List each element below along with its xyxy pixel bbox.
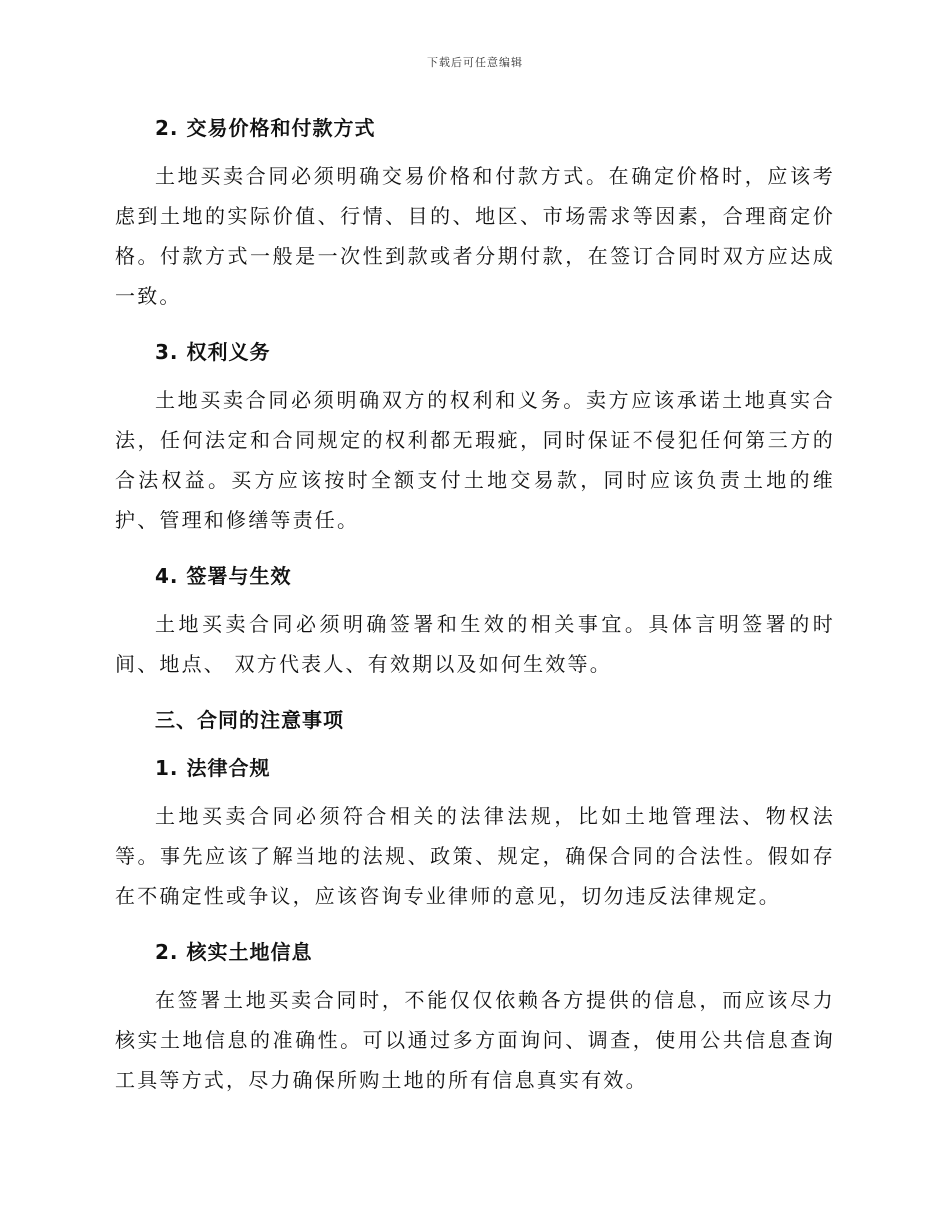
section-heading-signing-effect: 4. 签署与生效 (155, 564, 292, 588)
section-heading-rights-obligations: 3. 权利义务 (155, 340, 271, 364)
section-body-rights-obligations: 土地买卖合同必须明确双方的权利和义务。卖方应该承诺土地真实合法，任何法定和合同规定的权利都无瑕疵，同时保证不侵犯任何第三方的合法权益。买方应该按时全额支付土地交易款，同时应该负责土地的维护、管理和修缮等责任。 (115, 388, 835, 532)
section-heading-legal-compliance: 1. 法律合规 (155, 756, 271, 780)
document-body (115, 110, 835, 1118)
section-body-signing-effect: 土地买卖合同必须明确签署和生效的相关事宜。具体言明签署的时间、地点、 双方代表人、有效期以及如何生效等。 (115, 612, 835, 676)
section-body-legal-compliance: 土地买卖合同必须符合相关的法律法规，比如土地管理法、物权法等。事先应该了解当地的法规、政策、规定，确保合同的合法性。假如存在不确定性或争议，应该咨询专业律师的意见，切勿违反法律规定。 (115, 804, 835, 908)
section-heading-price-payment: 2. 交易价格和付款方式 (155, 116, 376, 140)
section-body-verify-land-info: 在签署土地买卖合同时，不能仅仅依赖各方提供的信息，而应该尽力核实土地信息的准确性。可以通过多方面询问、调查，使用公共信息查询工具等方式，尽力确保所购土地的所有信息真实有效。 (115, 988, 835, 1092)
spacer (115, 738, 835, 750)
section-body-price-payment: 土地买卖合同必须明确交易价格和付款方式。在确定价格时，应该考虑到土地的实际价值、行情、目的、地区、市场需求等因素，合理商定价格。付款方式一般是一次性到款或者分期付款，在签订合同时双方应达成一致。 (115, 164, 835, 308)
header-note: 下载后可任意编辑 (427, 56, 523, 69)
chapter-heading-precautions: 三、合同的注意事项 (155, 708, 344, 732)
section-heading-verify-land-info: 2. 核实土地信息 (155, 940, 313, 964)
